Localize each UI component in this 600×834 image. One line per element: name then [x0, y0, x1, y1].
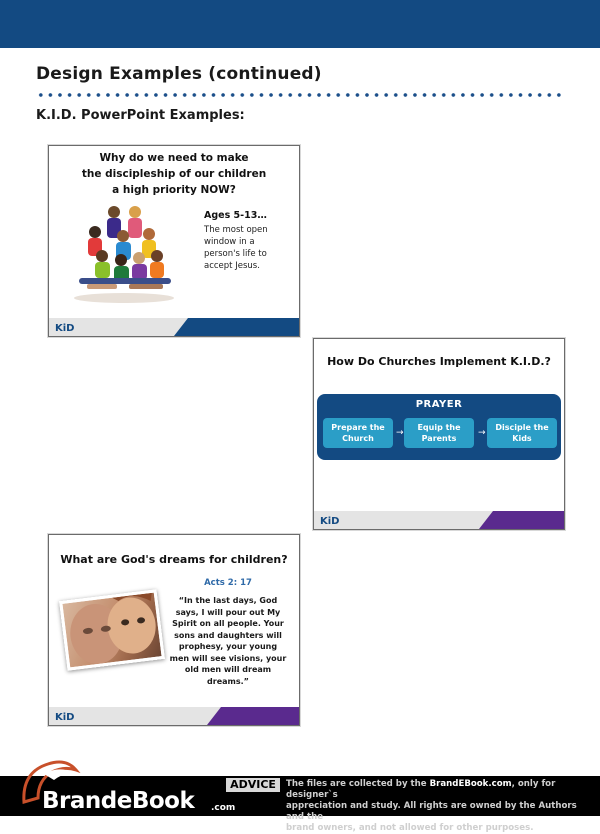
dotted-divider — [36, 92, 566, 98]
slide-title-line: Why do we need to make — [99, 152, 249, 164]
grandparent-and-child-photo — [59, 589, 165, 670]
quote-line: “In the last days, God — [178, 596, 278, 605]
quote-line: dreams.” — [207, 676, 249, 686]
slide-title-line: the discipleship of our children — [81, 168, 267, 180]
kid-logo-text: KiD — [55, 323, 75, 333]
quote-line: Spirit on all people. Your — [172, 619, 284, 628]
step-disciple-kids — [487, 418, 557, 448]
quote-line: men will see visions, your — [169, 653, 287, 663]
arrow-right-icon: → — [478, 428, 486, 438]
children-group-photo — [69, 204, 179, 304]
advice-label: ADVICE — [226, 778, 280, 792]
step-label: Parents — [421, 434, 457, 443]
body-line: The most open — [204, 225, 268, 235]
copyright-notice — [286, 779, 592, 834]
slide-title — [49, 150, 299, 198]
scripture-quote — [164, 595, 292, 687]
section-title: K.I.D. PowerPoint Examples: — [36, 108, 245, 123]
slide-footer — [49, 707, 299, 725]
body-line: window in a — [204, 237, 255, 247]
notice-site-name: BrandEBook.com — [429, 779, 512, 789]
body-line: person's life to — [204, 249, 267, 259]
step-label: Equip the — [417, 423, 461, 432]
footer-accent-band — [479, 511, 564, 529]
brand-suffix: .com — [211, 803, 236, 813]
step-label: Disciple the — [495, 423, 549, 432]
footer-accent-band — [207, 707, 299, 725]
arrow-right-icon: → — [396, 428, 404, 438]
step-prepare-church — [323, 418, 393, 448]
notice-text: , only for designer`s — [286, 779, 556, 800]
quote-line: prophesy, your young — [178, 642, 278, 651]
slide-body-text — [204, 224, 289, 272]
slide-title: How Do Churches Implement K.I.D.? — [327, 355, 551, 368]
step-label: Church — [342, 434, 374, 443]
slide-footer — [314, 511, 564, 529]
prayer-banner: PRAYER — [415, 399, 463, 410]
slide-title: What are God's dreams for children? — [60, 553, 288, 566]
slide-thumbnail-discipleship — [48, 145, 300, 337]
notice-text: The files are collected by the — [286, 779, 430, 789]
ages-heading: Ages 5-13… — [204, 210, 267, 221]
brand-name: BrandeBook — [42, 788, 195, 814]
quote-line: old men will dream — [184, 665, 272, 674]
notice-line: brand owners, and not allowed for other purposes. — [286, 823, 534, 833]
quote-line: says, I will pour out My — [175, 607, 281, 617]
page-title: Design Examples (continued) — [36, 64, 322, 84]
step-equip-parents — [404, 418, 474, 448]
body-line: accept Jesus. — [204, 261, 260, 271]
header-band — [0, 0, 600, 48]
slide-title-line: a high priority NOW? — [112, 184, 236, 196]
notice-line — [286, 779, 592, 801]
scripture-reference: Acts 2: 17 — [204, 578, 252, 588]
slide-footer — [49, 318, 299, 336]
kid-logo — [320, 514, 346, 526]
step-label: Kids — [512, 434, 532, 443]
faces-illustration — [62, 593, 161, 668]
notice-line: appreciation and study. All rights are owned by the Authors and the — [286, 801, 577, 822]
slide-thumbnail-implement — [313, 338, 565, 530]
kid-logo — [55, 710, 81, 722]
step-label: Prepare the — [331, 423, 385, 432]
slide-thumbnail-gods-dreams — [48, 534, 300, 726]
kid-logo — [55, 321, 81, 333]
kid-logo-text: KiD — [320, 516, 340, 526]
kid-logo-text: KiD — [55, 712, 75, 722]
quote-line: sons and daughters will — [174, 630, 282, 640]
footer-accent-band — [174, 318, 299, 336]
prayer-process-box — [317, 394, 561, 460]
